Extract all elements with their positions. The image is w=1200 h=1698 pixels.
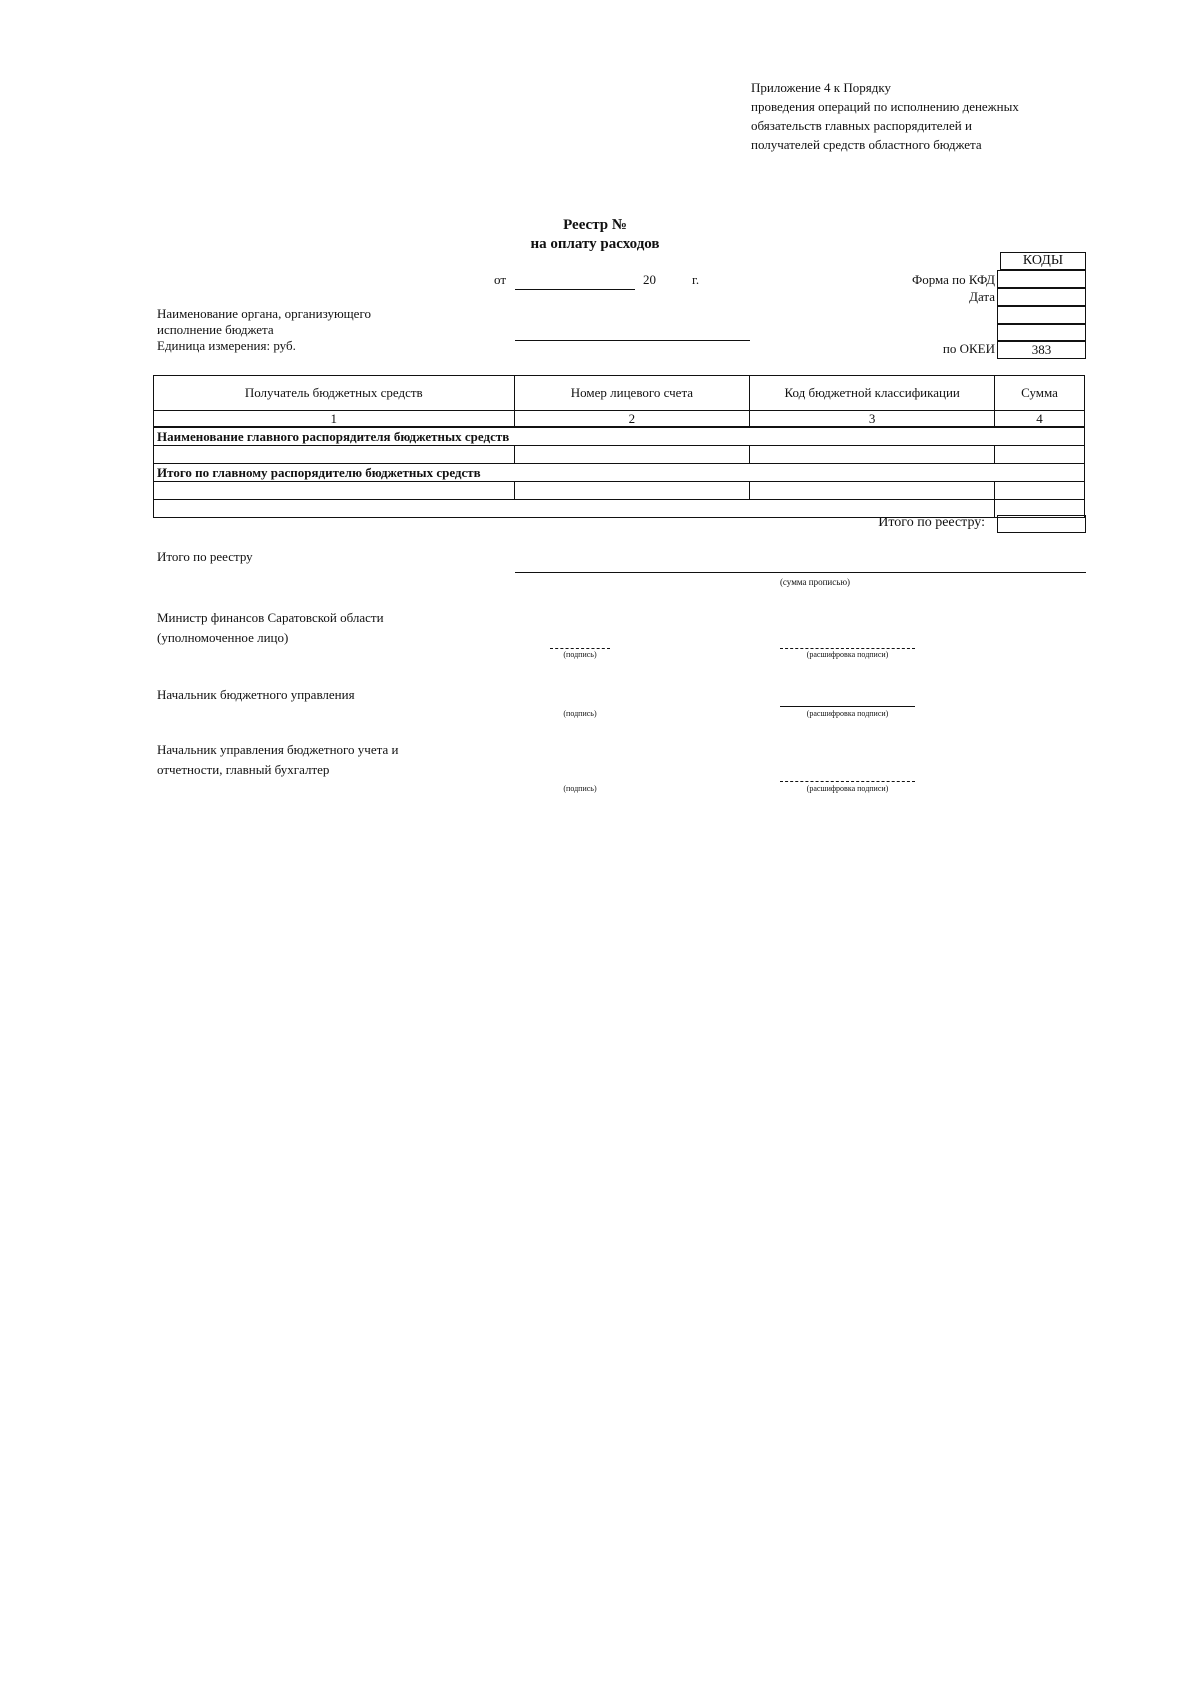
date-label: Дата <box>969 289 995 304</box>
org-label-line: исполнение бюджета <box>157 322 274 337</box>
column-header: Номер лицевого счета <box>514 376 750 411</box>
signature-caption: (подпись) <box>563 650 597 659</box>
date-line <box>515 289 635 290</box>
signatory-minister <box>157 608 384 648</box>
decode-caption: (расшифровка подписи) <box>806 709 889 718</box>
signatory-line: Начальник бюджетного управления <box>157 687 355 702</box>
okei-label: по ОКЕИ <box>942 341 995 356</box>
signatory-chief-accountant <box>157 740 398 780</box>
column-number: 4 <box>995 411 1085 428</box>
decode-line <box>780 706 915 707</box>
signature-caption: (подпись) <box>563 709 597 718</box>
year-suffix: г. <box>692 272 700 287</box>
form-kfd-code-cell <box>997 270 1086 288</box>
decode-caption: (расшифровка подписи) <box>806 784 889 793</box>
signatory-line: Начальник управления бюджетного учета и <box>157 742 399 757</box>
codes-header: КОДЫ <box>1000 252 1086 270</box>
table-header-row <box>154 376 1085 411</box>
date-from-label: от <box>494 272 507 287</box>
column-header: Код бюджетной классификации <box>750 376 995 411</box>
table-row <box>154 446 1085 464</box>
registry-total-words-label: Итого по реестру <box>157 549 253 564</box>
signature-line <box>550 648 610 649</box>
table-cell <box>750 482 995 500</box>
registry-table <box>153 375 1085 518</box>
sum-words-caption: (сумма прописью) <box>779 577 851 587</box>
table-cell <box>750 446 995 464</box>
registry-total-cell <box>997 515 1086 533</box>
okei-code-cell: 383 <box>997 341 1086 359</box>
table-row <box>154 482 1085 500</box>
column-number: 1 <box>154 411 515 428</box>
org-label-line: Наименование органа, организующего <box>157 306 371 321</box>
table-cell <box>995 446 1085 464</box>
appendix-note <box>751 78 1019 154</box>
org-label <box>157 306 371 354</box>
main-manager-row <box>154 427 1085 446</box>
table-cell <box>995 482 1085 500</box>
table-cell <box>154 446 515 464</box>
signatory-line: Министр финансов Саратовской области <box>157 610 384 625</box>
org-name-line <box>515 340 750 341</box>
decode-line <box>780 781 915 782</box>
appendix-line: Приложение 4 к Порядку <box>751 80 891 95</box>
empty-code-cell <box>997 306 1086 324</box>
column-header: Сумма <box>995 376 1085 411</box>
date-code-cell <box>997 288 1086 306</box>
appendix-line: обязательств главных распорядителей и <box>751 118 972 133</box>
document-title: Реестр № <box>563 217 627 233</box>
signatory-line: отчетности, главный бухгалтер <box>157 762 330 777</box>
signatory-budget-head <box>157 685 355 705</box>
column-number: 3 <box>750 411 995 428</box>
empty-code-cell <box>997 324 1086 341</box>
decode-caption: (расшифровка подписи) <box>806 650 889 659</box>
column-header: Получатель бюджетных средств <box>154 376 515 411</box>
signatory-line: (уполномоченное лицо) <box>157 630 289 645</box>
manager-total-row <box>154 464 1085 482</box>
year-prefix: 20 <box>643 272 656 287</box>
table-cell <box>514 446 750 464</box>
document-subtitle: на оплату расходов <box>530 236 660 252</box>
table-cell <box>154 482 515 500</box>
signature-caption: (подпись) <box>563 784 597 793</box>
registry-total-label: Итого по реестру: <box>878 515 985 530</box>
form-kfd-label: Форма по КФД <box>911 272 995 287</box>
column-number-row <box>154 411 1085 428</box>
appendix-line: проведения операций по исполнению денежных <box>751 99 1019 114</box>
appendix-line: получателей средств областного бюджета <box>751 137 982 152</box>
table-cell <box>514 482 750 500</box>
decode-line <box>780 648 915 649</box>
main-manager-label: Наименование главного распорядителя бюджетных средств <box>154 427 1085 446</box>
column-number: 2 <box>514 411 750 428</box>
manager-total-label: Итого по главному распорядителю бюджетных средств <box>154 464 1085 482</box>
sum-words-line <box>515 572 1086 573</box>
unit-label: Единица измерения: руб. <box>157 338 296 353</box>
